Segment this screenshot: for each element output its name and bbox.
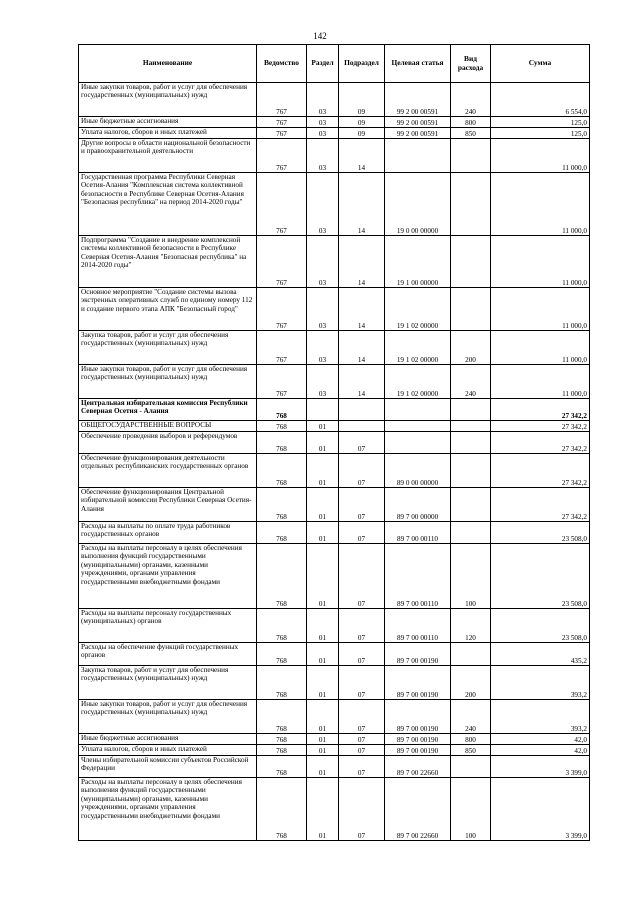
- row-name-cell: Уплата налогов, сборов и иных платежей: [79, 745, 257, 756]
- row-amount-cell: 11 000,0: [491, 331, 590, 365]
- row-subsection-cell: 09: [339, 128, 385, 139]
- row-amount-cell: 435,2: [491, 643, 590, 666]
- row-amount-cell: 23 508,0: [491, 522, 590, 544]
- table-row: [79, 139, 590, 173]
- row-department-cell: 767: [257, 173, 307, 236]
- row-name-cell: Расходы на обеспечение функций государственных органов: [79, 643, 257, 666]
- row-expense-type-cell: [451, 643, 491, 666]
- row-section-cell: 03: [307, 236, 339, 288]
- row-amount-cell: 27 342,2: [491, 432, 590, 454]
- table-row: [79, 331, 590, 365]
- row-subsection-cell: 07: [339, 700, 385, 734]
- row-subsection-cell: 07: [339, 432, 385, 454]
- row-target-article-cell: 89 7 00 00110: [385, 544, 451, 609]
- table-row: [79, 432, 590, 454]
- row-department-cell: 768: [257, 745, 307, 756]
- row-amount-cell: 27 342,2: [491, 399, 590, 421]
- table-row: [79, 288, 590, 331]
- row-target-article-cell: 99 2 00 00591: [385, 117, 451, 128]
- row-section-cell: 03: [307, 128, 339, 139]
- row-department-cell: 768: [257, 488, 307, 522]
- table-row: [79, 173, 590, 236]
- row-expense-type-cell: 240: [451, 365, 491, 399]
- row-department-cell: 768: [257, 421, 307, 432]
- row-section-cell: 03: [307, 173, 339, 236]
- column-header-subsection: Подраздел: [339, 45, 385, 83]
- row-subsection-cell: [339, 399, 385, 421]
- row-expense-type-cell: 850: [451, 128, 491, 139]
- row-amount-cell: 11 000,0: [491, 173, 590, 236]
- row-expense-type-cell: 240: [451, 83, 491, 117]
- row-expense-type-cell: 800: [451, 117, 491, 128]
- row-amount-cell: 11 000,0: [491, 288, 590, 331]
- row-subsection-cell: 07: [339, 488, 385, 522]
- row-name-cell: Закупка товаров, работ и услуг для обеспечения государственных (муниципальных) нужд: [79, 666, 257, 700]
- row-expense-type-cell: 200: [451, 331, 491, 365]
- table-row: [79, 778, 590, 841]
- table-row: [79, 609, 590, 643]
- row-subsection-cell: 14: [339, 173, 385, 236]
- table-row: [79, 544, 590, 609]
- row-name-cell: Расходы на выплаты персоналу в целях обеспечения выполнения функций государственными (муниципальными) органами, казенными учреждениями, органами управления государственными внебюджетными фондами: [79, 544, 257, 609]
- row-expense-type-cell: [451, 522, 491, 544]
- table-body: [79, 83, 590, 841]
- row-target-article-cell: 19 1 00 00000: [385, 236, 451, 288]
- table-row: [79, 365, 590, 399]
- row-section-cell: [307, 399, 339, 421]
- row-amount-cell: 27 342,2: [491, 488, 590, 522]
- row-target-article-cell: 89 0 00 00000: [385, 454, 451, 488]
- row-expense-type-cell: [451, 139, 491, 173]
- row-department-cell: 768: [257, 756, 307, 778]
- row-subsection-cell: 07: [339, 609, 385, 643]
- row-section-cell: 03: [307, 331, 339, 365]
- row-subsection-cell: 14: [339, 139, 385, 173]
- row-name-cell: Иные бюджетные ассигнования: [79, 734, 257, 745]
- row-amount-cell: 42,0: [491, 734, 590, 745]
- row-target-article-cell: 89 7 00 00110: [385, 609, 451, 643]
- row-name-cell: Иные закупки товаров, работ и услуг для обеспечения государственных (муниципальных) нужд: [79, 365, 257, 399]
- row-department-cell: 767: [257, 139, 307, 173]
- row-amount-cell: 11 000,0: [491, 365, 590, 399]
- row-subsection-cell: 07: [339, 544, 385, 609]
- row-amount-cell: 3 399,0: [491, 756, 590, 778]
- row-name-cell: Расходы на выплаты персоналу в целях обеспечения выполнения функций государственными (муниципальными) органами, казенными учреждениями, органами управления государственными внебюджетными фондами: [79, 778, 257, 841]
- row-department-cell: 767: [257, 128, 307, 139]
- row-amount-cell: 6 554,0: [491, 83, 590, 117]
- row-department-cell: 768: [257, 399, 307, 421]
- row-section-cell: 01: [307, 522, 339, 544]
- row-name-cell: Иные закупки товаров, работ и услуг для обеспечения государственных (муниципальных) нужд: [79, 83, 257, 117]
- row-target-article-cell: 89 7 00 22660: [385, 756, 451, 778]
- row-expense-type-cell: 200: [451, 666, 491, 700]
- row-department-cell: 767: [257, 83, 307, 117]
- row-name-cell: Подпрограмма "Создание и внедрение комплексной системы коллективной безопасности в Республике Северная Осетия-Алания "Безопасная республика" на 2014-2020 годы": [79, 236, 257, 288]
- row-amount-cell: 11 000,0: [491, 139, 590, 173]
- row-name-cell: ОБЩЕГОСУДАРСТВЕННЫЕ ВОПРОСЫ: [79, 421, 257, 432]
- row-expense-type-cell: [451, 488, 491, 522]
- row-section-cell: 01: [307, 609, 339, 643]
- row-department-cell: 768: [257, 544, 307, 609]
- row-target-article-cell: 89 7 00 22660: [385, 778, 451, 841]
- row-section-cell: 03: [307, 288, 339, 331]
- table-row: [79, 522, 590, 544]
- row-subsection-cell: 07: [339, 734, 385, 745]
- row-amount-cell: 23 508,0: [491, 609, 590, 643]
- table-row: [79, 83, 590, 117]
- row-subsection-cell: 07: [339, 778, 385, 841]
- row-target-article-cell: 89 7 00 00000: [385, 488, 451, 522]
- table-row: [79, 128, 590, 139]
- row-amount-cell: 27 342,2: [491, 454, 590, 488]
- row-subsection-cell: 07: [339, 745, 385, 756]
- row-subsection-cell: 07: [339, 454, 385, 488]
- table-row: [79, 236, 590, 288]
- row-subsection-cell: 09: [339, 83, 385, 117]
- page-number: 142: [313, 31, 327, 41]
- row-department-cell: 767: [257, 117, 307, 128]
- row-amount-cell: 27 342,2: [491, 421, 590, 432]
- row-name-cell: Другие вопросы в области национальной безопасности и правоохранительной деятельности: [79, 139, 257, 173]
- row-expense-type-cell: [451, 173, 491, 236]
- row-section-cell: 03: [307, 139, 339, 173]
- row-expense-type-cell: 240: [451, 700, 491, 734]
- row-section-cell: 01: [307, 488, 339, 522]
- row-subsection-cell: 14: [339, 365, 385, 399]
- row-amount-cell: 11 000,0: [491, 236, 590, 288]
- row-subsection-cell: 14: [339, 288, 385, 331]
- row-expense-type-cell: 850: [451, 745, 491, 756]
- row-section-cell: 01: [307, 756, 339, 778]
- row-target-article-cell: [385, 139, 451, 173]
- row-target-article-cell: 99 2 00 00591: [385, 83, 451, 117]
- row-section-cell: 01: [307, 778, 339, 841]
- row-expense-type-cell: 120: [451, 609, 491, 643]
- row-name-cell: Расходы на выплаты по оплате труда работников государственных органов: [79, 522, 257, 544]
- column-header-name: Наименование: [79, 45, 257, 83]
- row-target-article-cell: 19 1 02 00000: [385, 331, 451, 365]
- row-amount-cell: 393,2: [491, 700, 590, 734]
- row-target-article-cell: 89 7 00 00190: [385, 666, 451, 700]
- row-name-cell: Основное мероприятие "Создание системы вызова экстренных оперативных служб по единому номеру 112 и создание первого этапа АПК "Безопасный город": [79, 288, 257, 331]
- row-target-article-cell: 99 2 00 00591: [385, 128, 451, 139]
- row-subsection-cell: 07: [339, 522, 385, 544]
- row-name-cell: Члены избирательной комиссии субъектов Российской Федерации: [79, 756, 257, 778]
- row-subsection-cell: 07: [339, 756, 385, 778]
- table-row: [79, 666, 590, 700]
- row-target-article-cell: 89 7 00 00190: [385, 700, 451, 734]
- row-expense-type-cell: [451, 399, 491, 421]
- table-row: [79, 745, 590, 756]
- table-row: [79, 756, 590, 778]
- row-amount-cell: 125,0: [491, 117, 590, 128]
- budget-table: [78, 44, 590, 841]
- row-section-cell: 01: [307, 734, 339, 745]
- row-expense-type-cell: [451, 454, 491, 488]
- table-row: [79, 488, 590, 522]
- row-target-article-cell: 19 0 00 00000: [385, 173, 451, 236]
- row-amount-cell: 3 399,0: [491, 778, 590, 841]
- row-subsection-cell: 14: [339, 331, 385, 365]
- row-name-cell: Обеспечение функционирования деятельности отдельных республиканских государственных органов: [79, 454, 257, 488]
- row-expense-type-cell: [451, 756, 491, 778]
- row-expense-type-cell: 100: [451, 544, 491, 609]
- row-target-article-cell: 89 7 00 00190: [385, 745, 451, 756]
- row-target-article-cell: 89 7 00 00190: [385, 643, 451, 666]
- row-department-cell: 768: [257, 666, 307, 700]
- row-section-cell: 01: [307, 643, 339, 666]
- row-section-cell: 01: [307, 544, 339, 609]
- row-amount-cell: 42,0: [491, 745, 590, 756]
- row-department-cell: 768: [257, 454, 307, 488]
- column-header-amount: Сумма: [491, 45, 590, 83]
- row-target-article-cell: [385, 432, 451, 454]
- column-header-section: Раздел: [307, 45, 339, 83]
- table-row: [79, 700, 590, 734]
- row-section-cell: 01: [307, 745, 339, 756]
- row-name-cell: Иные бюджетные ассигнования: [79, 117, 257, 128]
- row-target-article-cell: 19 1 02 00000: [385, 365, 451, 399]
- row-section-cell: 01: [307, 421, 339, 432]
- row-expense-type-cell: 100: [451, 778, 491, 841]
- row-department-cell: 767: [257, 236, 307, 288]
- row-amount-cell: 125,0: [491, 128, 590, 139]
- row-department-cell: 767: [257, 365, 307, 399]
- row-department-cell: 768: [257, 522, 307, 544]
- row-section-cell: 03: [307, 365, 339, 399]
- row-target-article-cell: [385, 399, 451, 421]
- row-name-cell: Закупка товаров, работ и услуг для обеспечения государственных (муниципальных) нужд: [79, 331, 257, 365]
- row-target-article-cell: 19 1 02 00000: [385, 288, 451, 331]
- row-subsection-cell: [339, 421, 385, 432]
- row-section-cell: 01: [307, 700, 339, 734]
- table-row: [79, 734, 590, 745]
- row-target-article-cell: 89 7 00 00110: [385, 522, 451, 544]
- row-name-cell: Государственная программа Республики Северная Осетия-Алания "Комплексная система коллективной безопасности в Республике Северная Осетия-Алания "Безопасная республика" на период 2014-2020 годы": [79, 173, 257, 236]
- row-name-cell: Обеспечение проведения выборов и референдумов: [79, 432, 257, 454]
- table-row: [79, 643, 590, 666]
- row-section-cell: 03: [307, 83, 339, 117]
- table-row: [79, 421, 590, 432]
- row-name-cell: Расходы на выплаты персоналу государственных (муниципальных) органов: [79, 609, 257, 643]
- row-department-cell: 768: [257, 432, 307, 454]
- column-header-department: Ведомство: [257, 45, 307, 83]
- row-name-cell: Обеспечение функционирования Центральной избирательной комиссии Республики Северная Осетия-Алания: [79, 488, 257, 522]
- row-department-cell: 768: [257, 609, 307, 643]
- table-row: [79, 117, 590, 128]
- row-name-cell: Центральная избирательная комиссия Республики Северная Осетия - Алания: [79, 399, 257, 421]
- row-name-cell: Уплата налогов, сборов и иных платежей: [79, 128, 257, 139]
- row-subsection-cell: 07: [339, 666, 385, 700]
- row-department-cell: 767: [257, 288, 307, 331]
- row-expense-type-cell: [451, 432, 491, 454]
- row-name-cell: Иные закупки товаров, работ и услуг для обеспечения государственных (муниципальных) нужд: [79, 700, 257, 734]
- row-target-article-cell: 89 7 00 00190: [385, 734, 451, 745]
- row-section-cell: 03: [307, 117, 339, 128]
- row-department-cell: 768: [257, 734, 307, 745]
- table-row: [79, 399, 590, 421]
- row-department-cell: 768: [257, 700, 307, 734]
- row-subsection-cell: 09: [339, 117, 385, 128]
- row-department-cell: 768: [257, 643, 307, 666]
- row-amount-cell: 23 508,0: [491, 544, 590, 609]
- row-section-cell: 01: [307, 666, 339, 700]
- row-section-cell: 01: [307, 454, 339, 488]
- row-expense-type-cell: [451, 236, 491, 288]
- row-department-cell: 767: [257, 331, 307, 365]
- row-expense-type-cell: [451, 421, 491, 432]
- row-subsection-cell: 14: [339, 236, 385, 288]
- column-header-target-article: Целевая статья: [385, 45, 451, 83]
- row-amount-cell: 393,2: [491, 666, 590, 700]
- table-header-row: [79, 45, 590, 83]
- table-row: [79, 454, 590, 488]
- row-expense-type-cell: 800: [451, 734, 491, 745]
- row-department-cell: 768: [257, 778, 307, 841]
- row-section-cell: 01: [307, 432, 339, 454]
- row-target-article-cell: [385, 421, 451, 432]
- column-header-expense-type: Вид расхода: [451, 45, 491, 83]
- row-subsection-cell: 07: [339, 643, 385, 666]
- row-expense-type-cell: [451, 288, 491, 331]
